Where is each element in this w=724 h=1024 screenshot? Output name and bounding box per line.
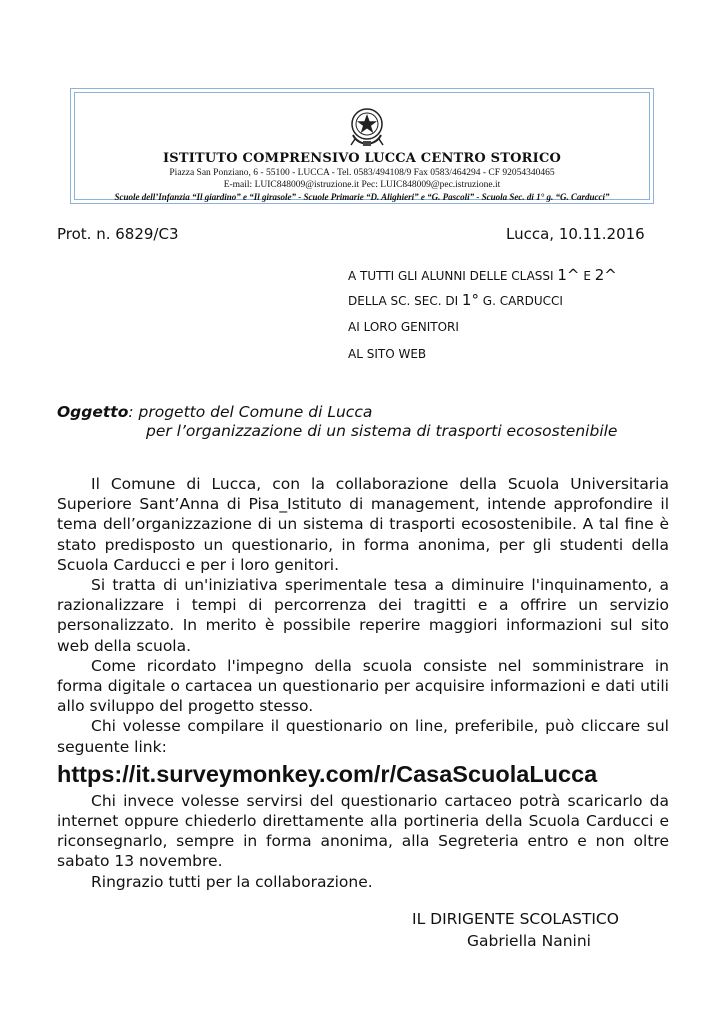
school-list: Scuole dell’Infanzia “Il giardino” e “Il girasole” - Scuole Primarie “D. Alighieri” e “G. Pascoli” - Scuola Sec. di 1° g. “G. Carducci” xyxy=(114,192,610,202)
paragraph-2: Si tratta di un'iniziativa sperimentale tesa a diminuire l'inquinamento, a razionalizzare i tempi di percorrenza dei tragitti e a offrire un servizio personalizzato. In merito è possibile reperire maggiori informazioni sul sito web della scuola. xyxy=(57,576,669,655)
recipient-line-3: AI LORO GENITORI xyxy=(348,320,459,334)
letterhead xyxy=(70,88,654,204)
signature-role: IL DIRIGENTE SCOLASTICO xyxy=(412,910,619,928)
paragraph-1: Il Comune di Lucca, con la collaborazione della Scuola Universitaria Superiore Sant’Anna di Pisa_Istituto di management, intende approfondire il tema dell’organizzazione di un sistema di trasporti ecosostenibile. A tal fine è stato predisposto un questionario, in forma anonima, per gli studenti della Scuola Carducci e per i loro genitori. xyxy=(57,475,669,574)
school-name: ISTITUTO COMPRENSIVO LUCCA CENTRO STORICO xyxy=(162,151,562,166)
recipient-line-2 xyxy=(348,291,563,309)
subject-line-2: per l’organizzazione di un sistema di trasporti ecosostenibile xyxy=(146,422,618,440)
recipient-grade: 1° xyxy=(461,291,479,309)
recipient-text: A TUTTI GLI ALUNNI DELLE CLASSI xyxy=(348,269,558,283)
survey-link[interactable]: https://it.surveymonkey.com/r/CasaScuolaLucca xyxy=(57,760,598,787)
paragraph-3: Come ricordato l'impegno della scuola consiste nel somministrare in forma digitale o cartacea un questionario per acquisire informazioni e dati utili allo sviluppo del progetto stesso. xyxy=(57,656,669,716)
recipient-class: 2^ xyxy=(594,266,617,284)
place-date: Lucca, 10.11.2016 xyxy=(506,225,645,243)
recipient-text: DELLA SC. SEC. DI xyxy=(348,294,462,308)
recipient-line-4: AL SITO WEB xyxy=(348,347,427,361)
letterhead-frame xyxy=(74,92,650,200)
paragraph-6: Ringrazio tutti per la collaborazione. xyxy=(91,872,373,891)
recipient-text: G. CARDUCCI xyxy=(478,294,563,308)
subject-label: Oggetto xyxy=(57,403,129,421)
signature-name: Gabriella Nanini xyxy=(467,932,591,950)
recipient-line-1 xyxy=(348,266,617,284)
school-address: Piazza San Ponziano, 6 - 55100 - LUCCA - Tel. 0583/494108/9 Fax 0583/464294 - CF 92054340465 xyxy=(169,168,555,178)
recipient-class: 1^ xyxy=(557,266,580,284)
italian-republic-emblem-icon xyxy=(347,105,387,147)
recipient-text: E xyxy=(579,269,595,283)
protocol-number: Prot. n. 6829/C3 xyxy=(57,225,179,243)
paragraph-5: Chi invece volesse servirsi del questionario cartaceo potrà scaricarlo da internet oppure chiederlo direttamente alla portineria della Scuola Carducci e riconsegnarlo, sempre in forma anonima, alla Segreteria entro e non oltre sabato 13 novembre. xyxy=(57,791,669,871)
letter-body xyxy=(57,474,669,892)
school-email: E-mail: LUIC848009@istruzione.it Pec: LUIC848009@pec.istruzione.it xyxy=(223,180,501,190)
paragraph-4: Chi volesse compilare il questionario on line, preferibile, può cliccare sul seguente link: xyxy=(57,717,669,756)
subject xyxy=(57,402,372,422)
subject-line-1: : progetto del Comune di Lucca xyxy=(128,403,373,421)
